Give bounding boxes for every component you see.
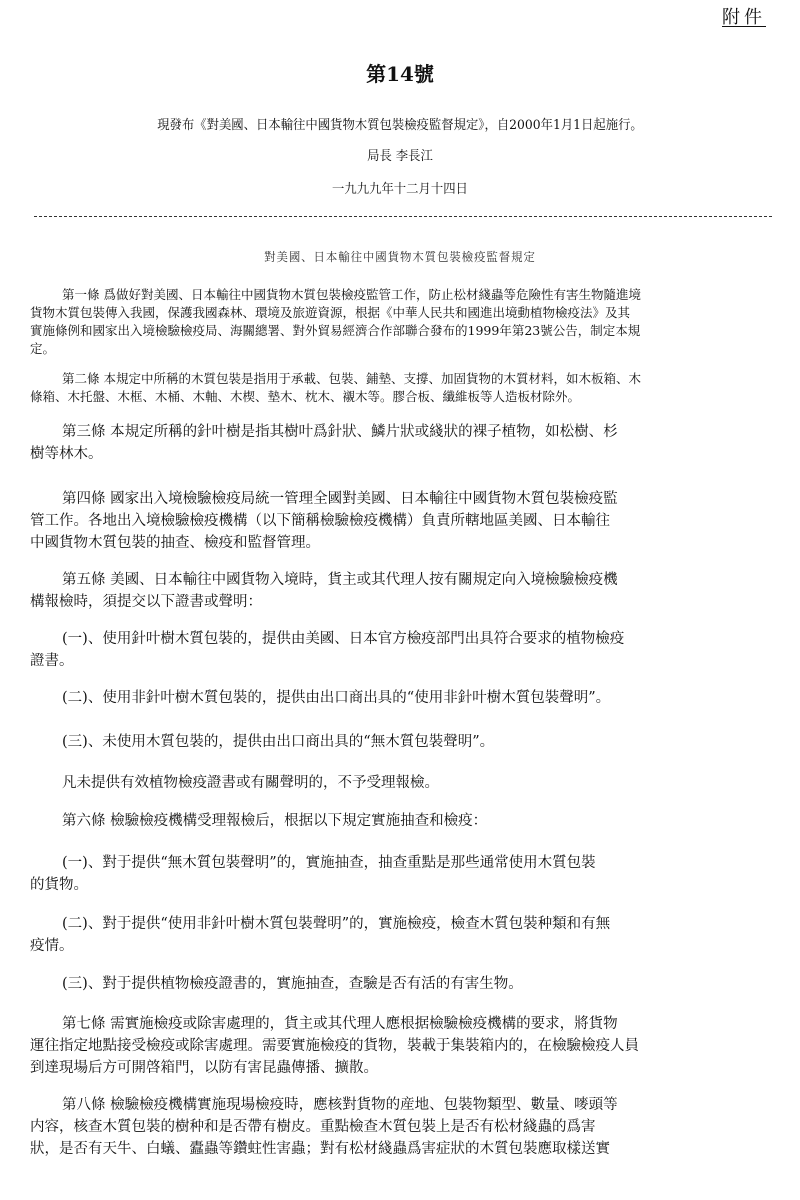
article-8-line-1: 第八條 檢驗檢疫機構實施現場檢疫時，應核對貨物的産地、包裝物類型、數量、嘜頭等 xyxy=(62,1097,618,1113)
article-7-line-3: 到達現場后方可開啓箱門，以防有害昆蟲傳播、擴散。 xyxy=(30,1060,378,1076)
separator-line xyxy=(34,216,772,217)
article-4-line-3: 中國貨物木質包裝的抽查、檢疫和監督管理。 xyxy=(30,535,320,551)
article-1-line-3: 實施條例和國家出入境檢驗檢疫局、海關總署、對外貿易經濟合作部聯合發布的1999年第23號公告，制定本規 xyxy=(30,323,641,338)
article-6-line-1: 第六條 檢驗檢疫機構受理報檢后，根据以下規定實施抽查和檢疫： xyxy=(62,813,488,829)
article-5-line-1: 第五條 美國、日本輸往中國貨物入境時，貨主或其代理人按有關規定向入境檢驗檢疫機 xyxy=(62,572,618,588)
article-5-item-3: (三)、未使用木質包裝的，提供由出口商出具的“無木質包裝聲明”。 xyxy=(62,734,495,750)
article-2-line-2: 條箱、木托盤、木框、木桶、木軸、木楔、墊木、枕木、襯木等。膠合板、纖維板等人造板材除外。 xyxy=(30,389,581,404)
article-1-line-2: 貨物木質包裝傳入我國，保護我國森林、環境及旅遊資源，根据《中華人民共和國進出境動植物檢疫法》及其 xyxy=(30,305,631,320)
article-6-item-1-line-2: 的貨物。 xyxy=(30,877,88,893)
announcement-text: 現發布《對美國、日本輸往中國貨物木質包裝檢疫監督規定》，自2000年1月1日起施行。 xyxy=(157,118,643,133)
attachment-label: 附件 xyxy=(722,7,766,28)
article-6-item-2-line-1: (二)、對于提供“使用非針叶樹木質包裝聲明”的，實施檢疫，檢查木質包裝种類和有無 xyxy=(62,916,611,932)
article-7-line-2: 運往指定地點接受檢疫或除害處理。需要實施檢疫的貨物，裝載于集裝箱内的，在檢驗檢疫人員 xyxy=(30,1038,639,1054)
article-5-note: 凡未提供有效植物檢疫證書或有關聲明的，不予受理報檢。 xyxy=(62,775,439,791)
signer: 局長 李長江 xyxy=(367,149,433,164)
article-3-line-1: 第三條 本規定所稱的針叶樹是指其樹叶爲針狀、鱗片狀或綫狀的裸子植物，如松樹、杉 xyxy=(62,424,618,440)
article-2-line-1: 第二條 本規定中所稱的木質包裝是指用于承載、包裝、鋪墊、支撐、加固貨物的木質材料，如木板箱、木 xyxy=(62,371,641,386)
article-5-item-1-line-2: 證書。 xyxy=(30,653,74,669)
article-8-line-3: 狀，是否有天牛、白蟻、蠹蟲等鑽蛀性害蟲；對有松材綫蟲爲害症狀的木質包裝應取樣送實 xyxy=(30,1141,610,1157)
article-6-item-1-line-1: (一)、對于提供“無木質包裝聲明”的，實施抽查，抽查重點是那些通常使用木質包裝 xyxy=(62,855,596,871)
article-8-line-2: 内容，核查木質包裝的樹种和是否帶有樹皮。重點檢查木質包裝上是否有松材綫蟲的爲害 xyxy=(30,1119,596,1135)
regulation-title: 對美國、日本輸往中國貨物木質包裝檢疫監督規定 xyxy=(264,250,536,264)
article-1-line-4: 定。 xyxy=(30,341,56,356)
article-3-line-2: 樹等林木。 xyxy=(30,446,103,462)
article-5-line-2: 構報檢時，須提交以下證書或聲明： xyxy=(30,594,262,610)
article-5-item-2: (二)、使用非針叶樹木質包裝的，提供由出口商出具的“使用非針叶樹木質包裝聲明”。 xyxy=(62,690,611,706)
article-4-line-1: 第四條 國家出入境檢驗檢疫局統一管理全國對美國、日本輸往中國貨物木質包裝檢疫監 xyxy=(62,491,618,507)
document-number-title: 第14號 xyxy=(366,62,434,86)
article-7-line-1: 第七條 需實施檢疫或除害處理的，貨主或其代理人應根据檢驗檢疫機構的要求，將貨物 xyxy=(62,1016,618,1032)
article-4-line-2: 管工作。各地出入境檢驗檢疫機構（以下簡稱檢驗檢疫機構）負責所轄地區美國、日本輸往 xyxy=(30,513,610,529)
article-6-item-2-line-2: 疫情。 xyxy=(30,938,74,954)
article-5-item-1-line-1: (一)、使用針叶樹木質包裝的，提供由美國、日本官方檢疫部門出具符合要求的植物檢疫 xyxy=(62,631,625,647)
article-6-item-3: (三)、對于提供植物檢疫證書的，實施抽查，查驗是否有活的有害生物。 xyxy=(62,976,523,992)
article-1-line-1: 第一條 爲做好對美國、日本輸往中國貨物木質包裝檢疫監管工作，防止松材綫蟲等危險性有害生物隨進境 xyxy=(62,287,641,302)
issue-date: 一九九九年十二月十四日 xyxy=(332,182,468,197)
